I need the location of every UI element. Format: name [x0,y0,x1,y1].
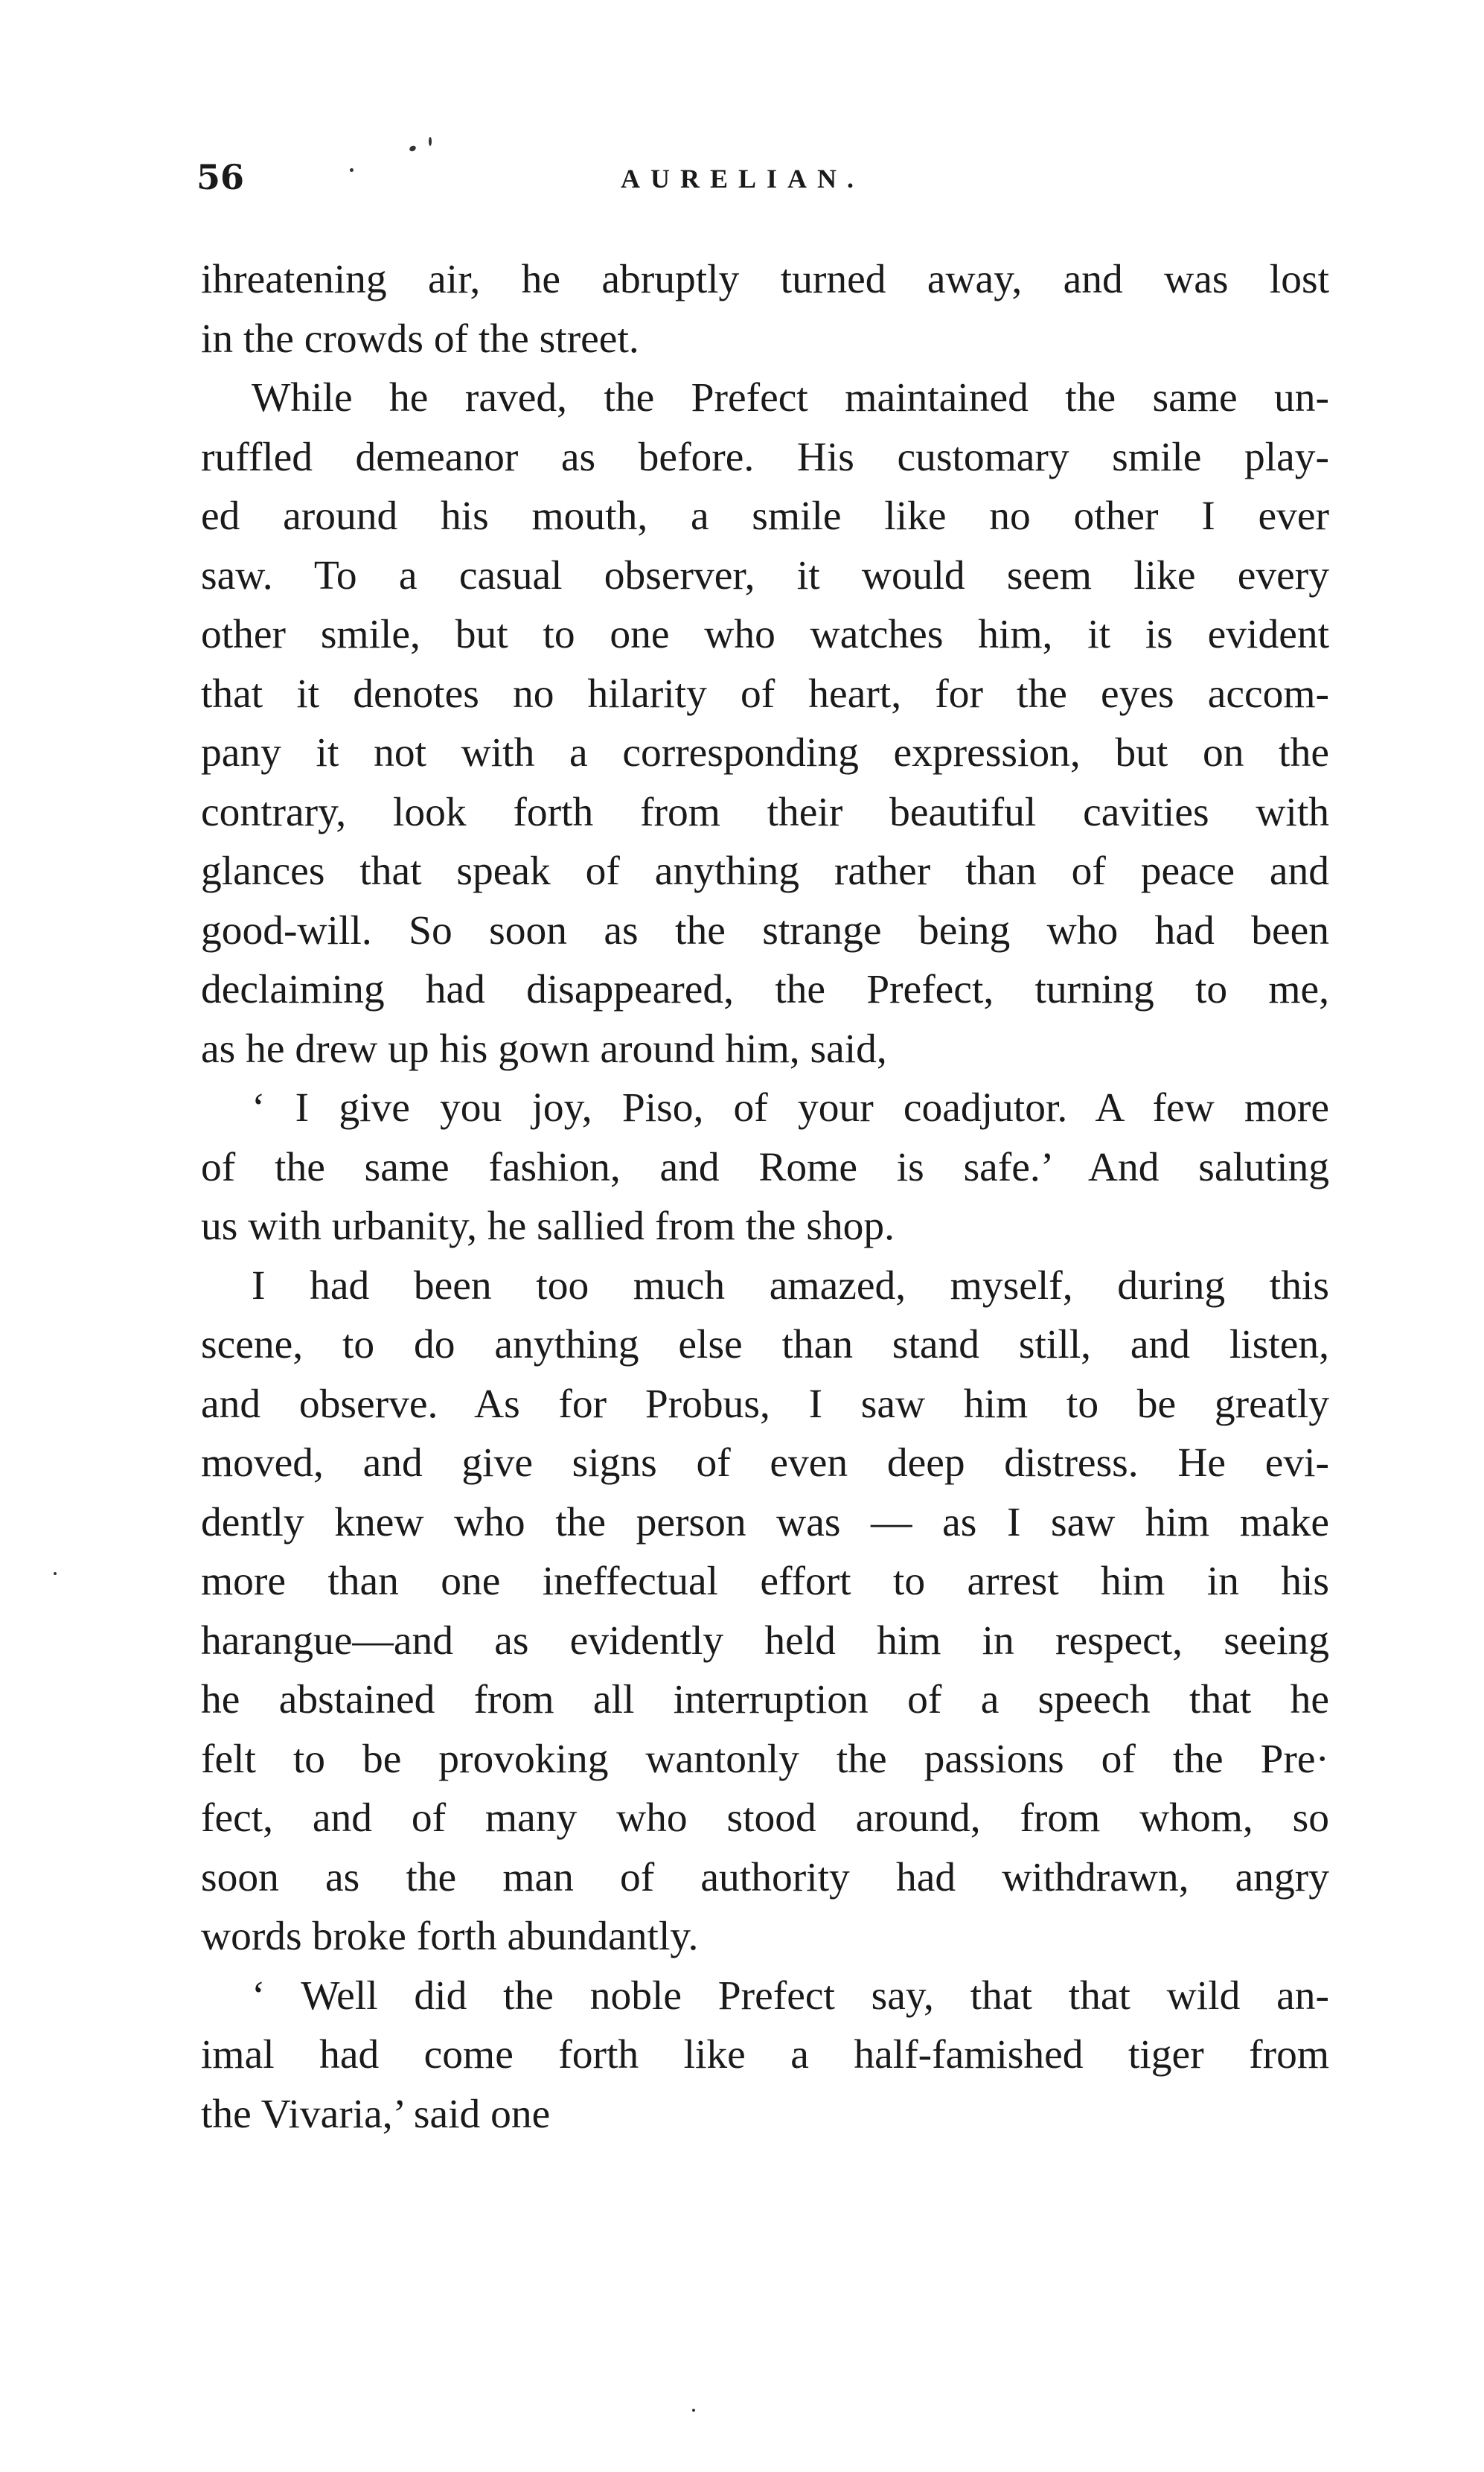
text-line: ‘ I give you joy, Piso, of your coadjutor. A few more [252,1085,1329,1131]
ink-speck [429,137,432,146]
running-head [196,147,1313,207]
text-line: the Vivaria,’ said one [201,2091,551,2137]
body-text [201,250,1329,2144]
text-line: harangue—and as evidently held him in respect, seeing [201,1617,1329,1664]
page-number: 56 [196,157,245,197]
text-line: that it denotes no hilarity of heart, for the eyes accom- [201,671,1329,717]
paragraph [201,1079,1329,1256]
text-line: ruffled demeanor as before. His customary smile play- [201,434,1329,480]
text-line: ihreatening air, he abruptly turned away, and was lost [201,257,1329,302]
text-line: pany it not with a corresponding expression, but on the [201,730,1329,776]
text-line: declaiming had disappeared, the Prefect, turning to me, [201,967,1329,1012]
text-line: While he raved, the Prefect maintained the same un- [252,375,1329,421]
paragraph [201,1256,1329,1967]
text-line: scene, to do anything else than stand still, and listen, [201,1322,1329,1367]
ink-speck [350,168,354,172]
text-line: dently knew who the person was — as I saw him make [201,1499,1329,1545]
text-line: saw. To a casual observer, it would seem like every [201,552,1329,598]
text-line: good-will. So soon as the strange being who had been [201,907,1329,954]
text-line: more than one ineffectual effort to arrest him in his [201,1559,1329,1604]
text-line: as he drew up his gown around him, said, [201,1026,887,1072]
text-line: he abstained from all interruption of a speech that he [201,1677,1329,1722]
text-line: us with urbanity, he sallied from the shop. [201,1204,895,1249]
text-line: soon as the man of authority had withdrawn, angry [201,1854,1329,1900]
text-line: ed around his mouth, a smile like no other I ever [201,494,1329,539]
running-title: AURELIAN. [621,164,865,194]
paragraph [201,250,1329,368]
text-line: felt to be provoking wantonly the passions of the Pre· [201,1736,1329,1782]
text-line: words broke forth abundantly. [201,1914,699,1959]
paragraph [201,1967,1329,2144]
ink-speck [692,2409,695,2412]
text-line: fect, and of many who stood around, from whom, so [201,1795,1329,1841]
text-line: of the same fashion, and Rome is safe.’ And saluting [201,1144,1329,1190]
ink-speck [54,1572,57,1575]
text-line: other smile, but to one who watches him, it is evident [201,612,1329,657]
text-line: moved, and give signs of even deep distress. He evi- [201,1440,1329,1486]
text-line: contrary, look forth from their beautiful cavities with [201,789,1329,835]
text-line: in the crowds of the street. [201,316,639,362]
text-line: I had been too much amazed, myself, during this [252,1262,1329,1309]
text-line: glances that speak of anything rather than of peace and [201,849,1329,894]
paragraph [201,368,1329,1079]
text-line: and observe. As for Probus, I saw him to be greatly [201,1381,1329,1427]
text-line: imal had come forth like a half-famished tiger from [201,2032,1329,2077]
text-line: ‘ Well did the noble Prefect say, that that wild an- [252,1973,1329,2019]
